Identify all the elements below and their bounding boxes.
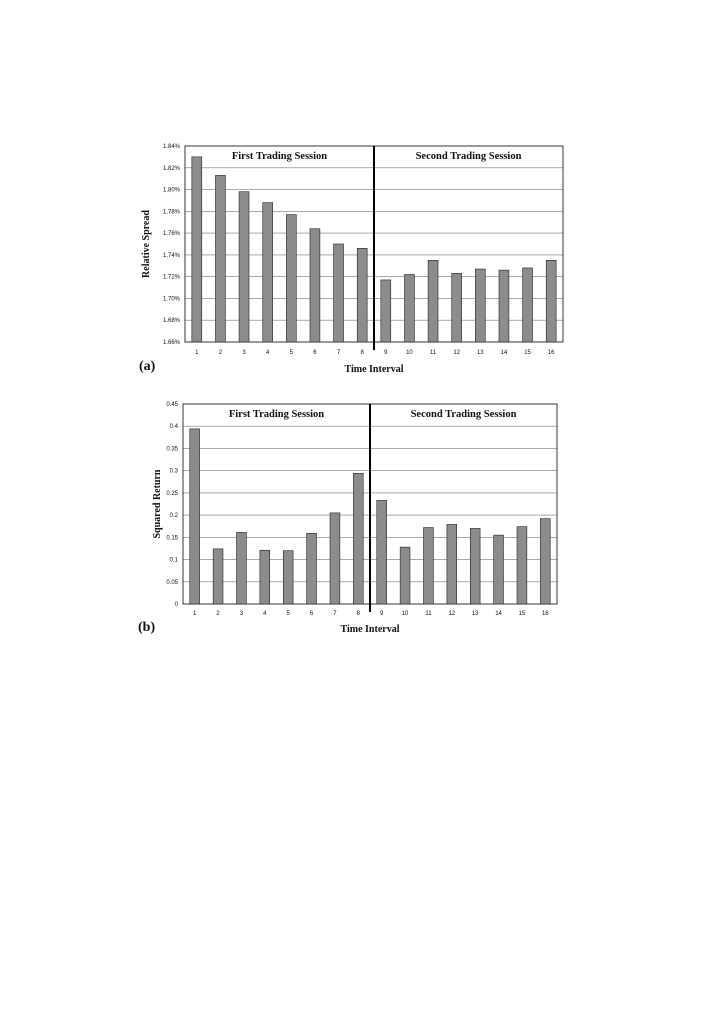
x-tick-label: 15 [524, 350, 531, 356]
bar [190, 429, 200, 604]
x-tick-label: 16 [547, 350, 555, 356]
y-tick-label: 0.4 [169, 424, 178, 431]
y-axis-title: Squared Return [152, 469, 163, 539]
bar [330, 513, 340, 604]
y-tick-label: 0.3 [169, 468, 178, 475]
y-tick-label: 0.25 [166, 490, 178, 497]
y-tick-label: 0.45 [166, 402, 178, 408]
bar [470, 528, 480, 604]
y-tick-label: 0.35 [166, 446, 178, 453]
x-tick-label: 7 [336, 350, 341, 356]
annotation-second-session: Second Trading Session [410, 409, 517, 420]
x-tick-label: 13 [471, 611, 479, 617]
bar [213, 549, 223, 604]
x-tick-label: 15 [518, 611, 526, 617]
x-tick-label: 1 [195, 350, 199, 356]
bar [237, 532, 247, 604]
bar [283, 551, 293, 604]
x-tick-label: 14 [500, 350, 508, 356]
bar [540, 519, 550, 604]
x-axis-title: Time Interval [340, 624, 400, 635]
bar [475, 269, 485, 342]
y-tick-label: 0.2 [169, 513, 178, 520]
bar [452, 273, 462, 342]
bar [494, 535, 504, 604]
annotation-second-session: Second Trading Session [415, 151, 522, 162]
y-tick-label: 0 [174, 602, 178, 608]
x-tick-label: 7 [333, 611, 337, 617]
bar [260, 550, 270, 604]
y-tick-label: 1.70% [162, 296, 180, 303]
y-tick-label: 1.72% [162, 274, 180, 281]
bar [381, 280, 391, 342]
y-tick-label: 1.78% [162, 209, 180, 216]
bar [192, 157, 202, 342]
bar [546, 260, 556, 342]
bar [499, 270, 509, 342]
y-tick-label: 0.05 [166, 579, 178, 586]
chart-a [139, 144, 563, 375]
x-tick-label: 6 [313, 350, 317, 356]
x-tick-label: 10 [406, 350, 413, 356]
panel-label: (a) [139, 359, 156, 374]
x-tick-label: 3 [239, 611, 244, 617]
x-tick-label: 9 [380, 611, 384, 617]
x-tick-label: 8 [356, 611, 360, 617]
y-tick-label: 1.82% [162, 165, 180, 172]
x-tick-label: 5 [289, 350, 293, 356]
x-tick-label: 8 [360, 350, 364, 356]
bar [377, 500, 387, 604]
x-tick-label: 11 [429, 350, 437, 356]
x-axis-title: Time Interval [344, 364, 404, 375]
y-tick-label: 1.84% [162, 144, 180, 150]
x-tick-label: 10 [401, 611, 409, 617]
x-tick-label: 2 [216, 611, 220, 617]
y-tick-label: 0.15 [166, 535, 178, 542]
y-axis-title: Relative Spread [141, 210, 152, 278]
y-tick-label: 1.66% [162, 340, 180, 346]
x-tick-label: 5 [286, 611, 290, 617]
x-tick-label: 1 [193, 611, 197, 617]
y-tick-label: 1.80% [162, 187, 180, 194]
y-tick-label: 1.68% [162, 318, 180, 325]
x-tick-label: 3 [242, 350, 246, 356]
x-tick-label: 4 [266, 350, 270, 356]
y-tick-label: 1.76% [162, 231, 180, 238]
x-tick-label: 4 [263, 611, 267, 617]
panel-label: (b) [138, 620, 156, 635]
y-tick-label: 0.1 [169, 557, 178, 564]
x-tick-label: 9 [384, 350, 388, 356]
bar [517, 527, 527, 604]
bar [239, 192, 249, 342]
bar [263, 203, 273, 342]
annotation-first-session: First Trading Session [231, 151, 328, 162]
x-tick-label: 13 [476, 350, 484, 356]
x-tick-label: 6 [309, 611, 314, 617]
bar [215, 175, 225, 342]
x-tick-label: 14 [495, 611, 502, 617]
x-tick-label: 12 [448, 611, 456, 617]
x-tick-label: 16 [541, 611, 549, 617]
bar [447, 524, 457, 604]
annotation-first-session: First Trading Session [228, 409, 325, 420]
bar [357, 248, 367, 342]
bar [307, 533, 317, 604]
bar [286, 215, 296, 342]
bar [334, 244, 344, 342]
x-tick-label: 2 [218, 350, 223, 356]
bar [353, 473, 363, 604]
x-tick-label: 12 [453, 350, 461, 356]
bar [428, 260, 438, 342]
bar [310, 229, 320, 342]
bar [400, 547, 410, 604]
bar [523, 268, 533, 342]
x-tick-label: 11 [425, 611, 432, 617]
bar [424, 528, 434, 604]
chart-b [138, 402, 557, 635]
bar [404, 274, 414, 342]
y-tick-label: 1.74% [162, 252, 180, 259]
